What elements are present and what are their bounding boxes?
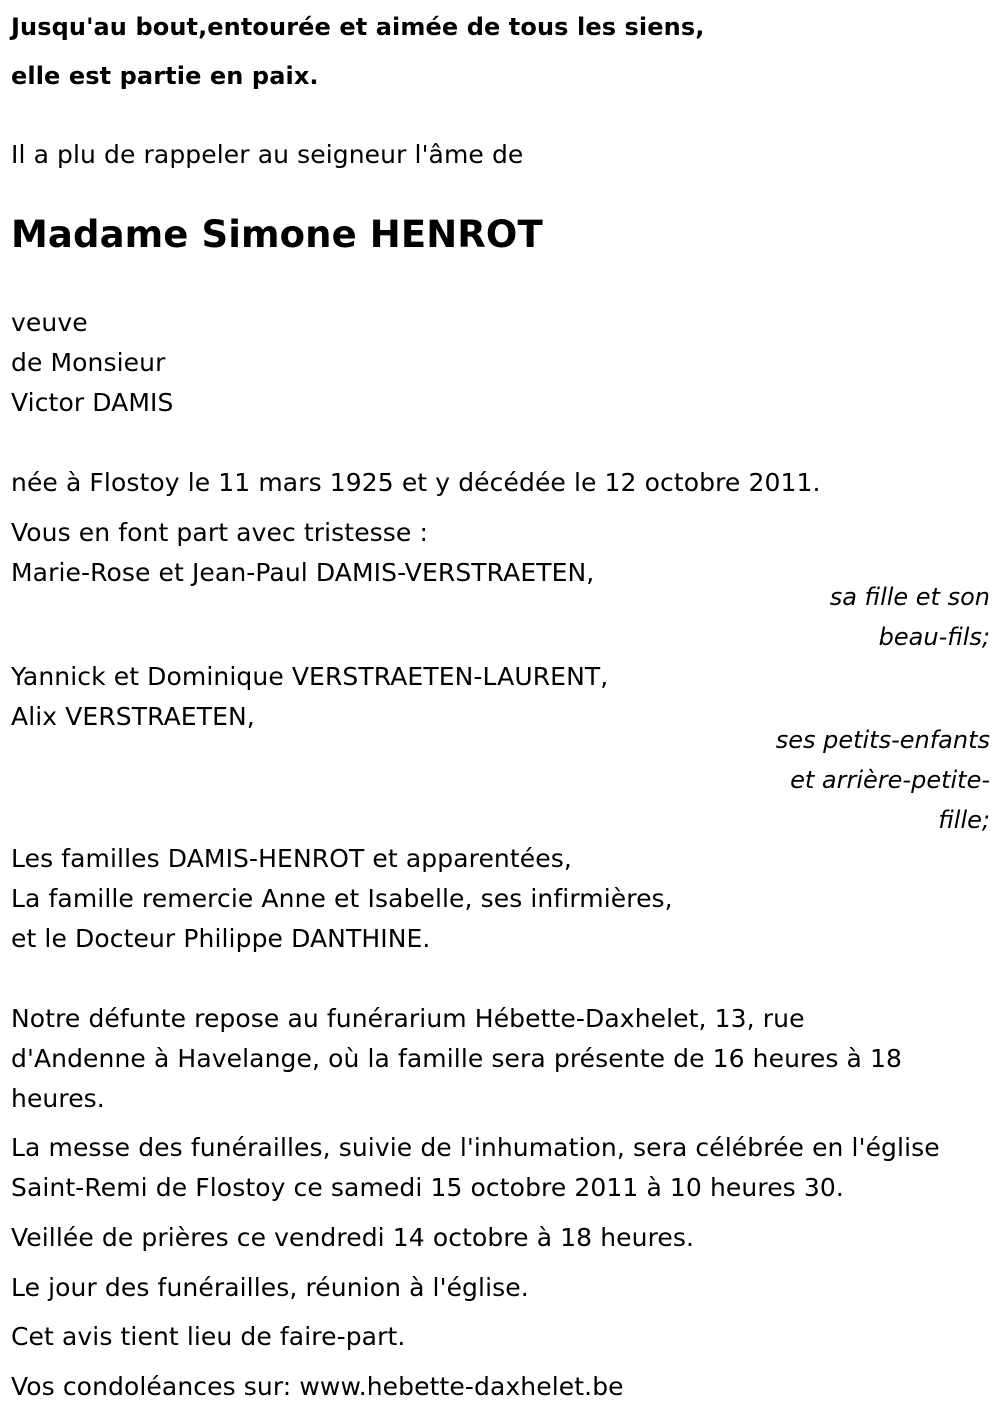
announcement-intro: Vous en font part avec tristesse : [11, 518, 428, 547]
deceased-name: Madame Simone HENROT [11, 213, 543, 256]
family2-relation-3: fille; [938, 806, 990, 834]
intro-text: Il a plu de rappeler au seigneur l'âme de [11, 140, 524, 169]
meeting-text: Le jour des funérailles, réunion à l'église. [11, 1273, 529, 1302]
repose-line-3: heures. [11, 1084, 105, 1113]
family2-relation-1: ses petits-enfants [775, 726, 990, 754]
mass-line-1: La messe des funérailles, suivie de l'inhumation, sera célébrée en l'église [11, 1133, 940, 1162]
family2-relation-2: et arrière-petite- [790, 766, 990, 794]
family1-relation-1: sa fille et son [829, 583, 990, 611]
spouse-line-2: de Monsieur [11, 348, 166, 377]
others-line-3: et le Docteur Philippe DANTHINE. [11, 924, 431, 953]
spouse-line-3: Victor DAMIS [11, 388, 174, 417]
header-line-1: Jusqu'au bout,entourée et aimée de tous les siens, [11, 13, 705, 41]
family1-relation-2: beau-fils; [878, 623, 990, 651]
condolences-text: Vos condoléances sur: www.hebette-daxhelet.be [11, 1372, 624, 1401]
vigil-text: Veillée de prières ce vendredi 14 octobre à 18 heures. [11, 1223, 695, 1252]
mass-line-2: Saint-Remi de Flostoy ce samedi 15 octobre 2011 à 10 heures 30. [11, 1173, 844, 1202]
repose-line-2: d'Andenne à Havelange, où la famille sera présente de 16 heures à 18 [11, 1044, 903, 1073]
spouse-line-1: veuve [11, 308, 88, 337]
header-line-2: elle est partie en paix. [11, 62, 319, 90]
others-line-2: La famille remercie Anne et Isabelle, ses infirmières, [11, 884, 673, 913]
birth-death-dates: née à Flostoy le 11 mars 1925 et y décédée le 12 octobre 2011. [11, 468, 821, 497]
family2-names-1: Yannick et Dominique VERSTRAETEN-LAURENT, [11, 662, 609, 691]
repose-line-1: Notre défunte repose au funérarium Hébette-Daxhelet, 13, rue [11, 1004, 805, 1033]
others-line-1: Les familles DAMIS-HENROT et apparentées, [11, 844, 572, 873]
family1-names: Marie-Rose et Jean-Paul DAMIS-VERSTRAETEN, [11, 558, 595, 587]
notice-text: Cet avis tient lieu de faire-part. [11, 1322, 406, 1351]
family2-names-2: Alix VERSTRAETEN, [11, 702, 255, 731]
